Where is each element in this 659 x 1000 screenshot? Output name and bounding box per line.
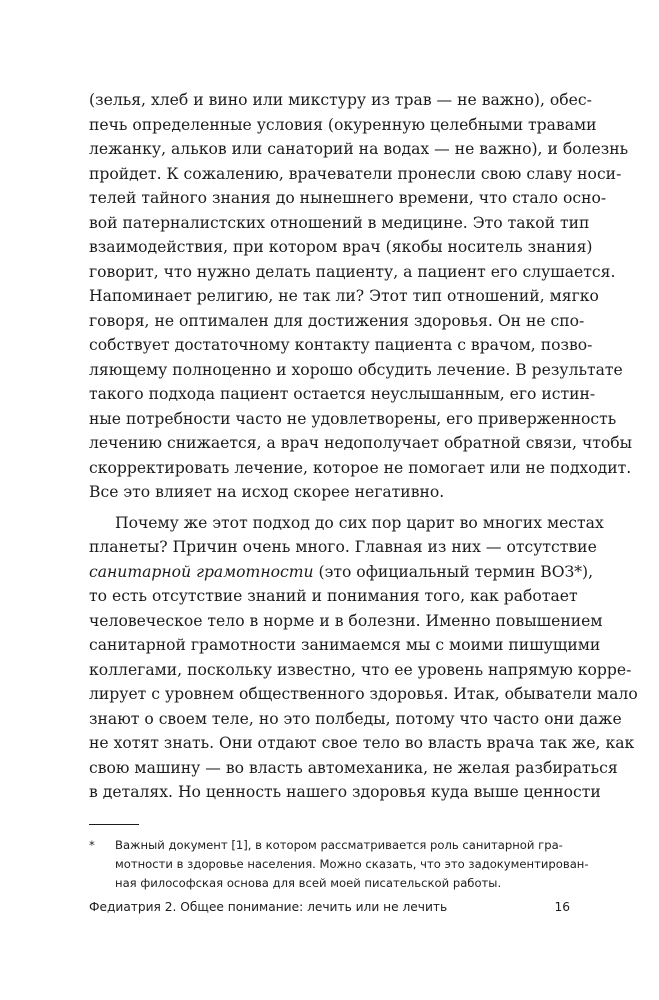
text-line: ляющему полноценно и хорошо обсудить лечение. В результате: [89, 360, 623, 379]
page-number: 16: [554, 900, 570, 914]
text-line: свою машину — во власть автомеханика, не желая разбираться: [89, 758, 618, 777]
text-line: не хотят знать. Они отдают свое тело во власть врача так же, как: [89, 734, 635, 752]
running-footer: Федиатрия 2. Общее понимание: лечить или не лечить: [89, 900, 448, 914]
text-span: (это официальный термин ВОЗ*),: [313, 562, 594, 581]
emphasized-term: санитарной грамотности: [89, 562, 314, 581]
text-line: пройдет. К сожалению, врачеватели пронесли свою славу носи-: [89, 164, 622, 183]
text-line: коллегами, поскольку известно, что ее уровень напрямую корре-: [89, 660, 632, 679]
text-line: лежанку, альков или санаторий на водах — не важно), и болезнь: [89, 140, 629, 158]
text-line: (зелья, хлеб и вино или микстуру из трав — не важно), обес-: [89, 91, 592, 109]
text-line: говоря, не оптимален для достижения здоровья. Он не спо-: [89, 311, 585, 330]
paragraph-1: [89, 88, 633, 505]
text-line: [89, 560, 594, 585]
footnote: [89, 836, 589, 893]
text-line: говорит, что нужно делать пациенту, а пациент его слушается.: [89, 262, 616, 281]
footnote-text: [115, 836, 589, 893]
footnote-line: ная философская основа для всей моей писательской работы.: [115, 876, 502, 890]
text-line: ные потребности часто не удовлетворены, его приверженность: [89, 409, 617, 428]
text-line: собствует достаточному контакту пациента с врачом, позво-: [89, 336, 593, 354]
text-line: такого подхода пациент остается неуслышанным, его истин-: [89, 385, 596, 403]
footnote-line: мотности в здоровье населения. Можно сказать, что это задокументирован-: [115, 857, 589, 871]
text-line: вой патерналистских отношений в медицине. Это такой тип: [89, 213, 590, 232]
text-line: лечению снижается, а врач недополучает обратной связи, чтобы: [89, 434, 633, 452]
text-line: печь определенные условия (окуренную целебными травами: [89, 115, 597, 134]
text-line: взаимодействия, при котором врач (якобы носитель знания): [89, 238, 593, 256]
text-line: Напоминает религию, не так ли? Этот тип отношений, мягко: [89, 287, 599, 305]
main-text: [89, 88, 638, 805]
text-line: санитарной грамотности занимаемся мы с моими пишущими: [89, 636, 601, 654]
text-line: то есть отсутствие знаний и понимания того, как работает: [89, 587, 578, 605]
paragraph-2: [89, 511, 638, 805]
footnote-marker: *: [89, 838, 95, 852]
text-line: планеты? Причин очень много. Главная из них — отсутствие: [89, 538, 597, 556]
text-line: Почему же этот подход до сих пор царит во многих местах: [115, 513, 604, 532]
text-line: Все это влияет на исход скорее негативно.: [89, 483, 445, 501]
footnote-divider: [89, 824, 139, 825]
text-line: скорректировать лечение, которое не помогает или не подходит.: [89, 458, 632, 477]
text-line: лирует с уровнем общественного здоровья. Итак, обыватели мало: [89, 685, 638, 703]
text-line: человеческое тело в норме и в болезни. Именно повышением: [89, 611, 603, 630]
text-line: знают о своем теле, но это полбеды, потому что часто они даже: [89, 709, 622, 728]
text-line: в деталях. Но ценность нашего здоровья куда выше ценности: [89, 783, 601, 801]
text-line: телей тайного знания до нынешнего времени, что стало осно-: [89, 189, 607, 207]
footnote-line: Важный документ [1], в котором рассматривается роль санитарной гра-: [115, 838, 563, 852]
